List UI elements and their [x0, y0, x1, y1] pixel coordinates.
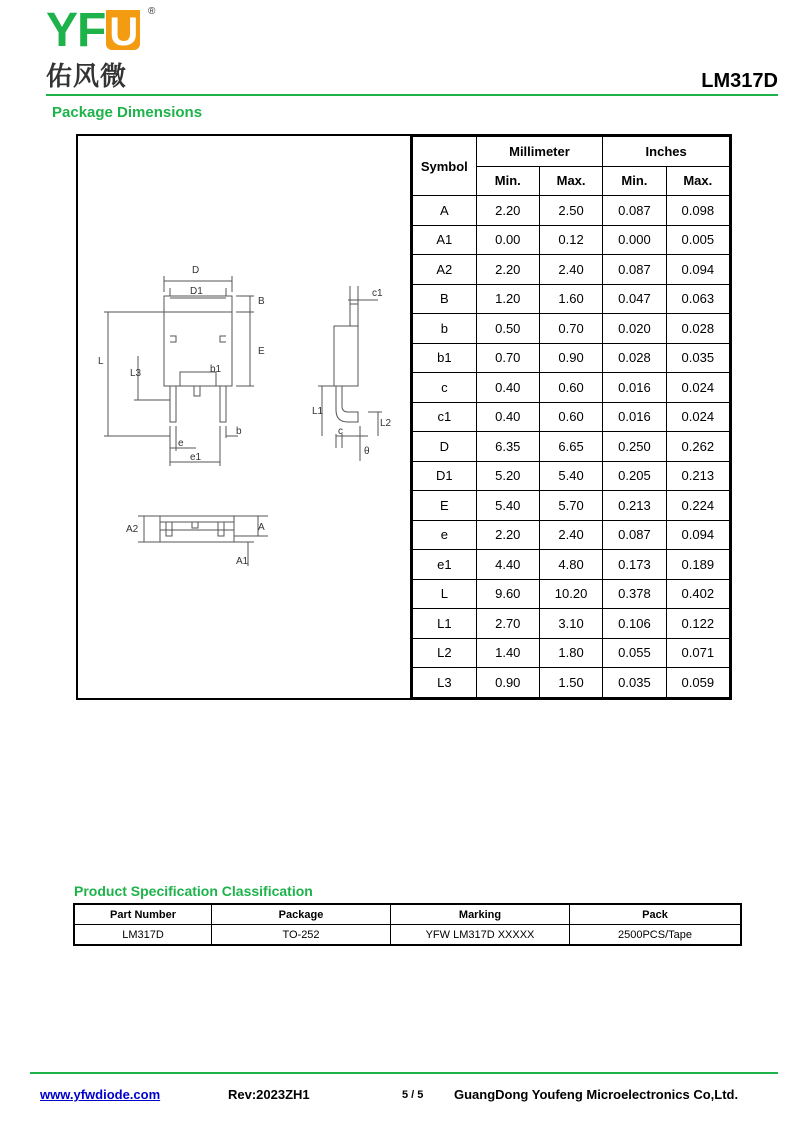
dimension-value: 0.071: [666, 638, 729, 668]
label-c1: c1: [372, 288, 383, 299]
dimension-value: 0.402: [666, 579, 729, 609]
dimension-value: 4.80: [539, 550, 602, 580]
dimension-value: 0.087: [603, 520, 666, 550]
dimension-value: 0.016: [603, 373, 666, 403]
dimension-row: [413, 314, 730, 344]
dimension-value: 0.12: [539, 225, 602, 255]
dimension-value: 0.028: [666, 314, 729, 344]
dimension-value: 0.173: [603, 550, 666, 580]
dimension-value: 0.024: [666, 402, 729, 432]
dimension-value: 1.80: [539, 638, 602, 668]
dimension-value: 2.20: [476, 196, 539, 226]
dimension-value: 0.213: [603, 491, 666, 521]
dimension-value: 0.60: [539, 402, 602, 432]
dimension-value: 0.005: [666, 225, 729, 255]
dimension-value: 2.40: [539, 520, 602, 550]
dimension-row: [413, 432, 730, 462]
dimension-value: 0.098: [666, 196, 729, 226]
dimension-row: [413, 491, 730, 521]
dimension-value: 5.40: [539, 461, 602, 491]
label-l: L: [98, 356, 104, 367]
dimension-value: 0.035: [603, 668, 666, 698]
company-name: GuangDong Youfeng Microelectronics Co,Ltd.: [454, 1087, 739, 1102]
header-mm-min: Min.: [476, 166, 539, 196]
dimension-symbol: e: [413, 520, 477, 550]
package-outline-drawing: [78, 136, 412, 698]
header-inches: Inches: [603, 137, 730, 167]
header-mm-max: Max.: [539, 166, 602, 196]
dimension-row: [413, 461, 730, 491]
dimension-value: 2.40: [539, 255, 602, 285]
registered-mark: ®: [148, 6, 156, 17]
dimension-value: 0.024: [666, 373, 729, 403]
label-a1: A1: [236, 556, 249, 567]
dimension-value: 0.70: [476, 343, 539, 373]
label-a: A: [258, 522, 265, 533]
dimension-value: 5.40: [476, 491, 539, 521]
header-divider: [46, 94, 778, 96]
dimension-value: 0.60: [539, 373, 602, 403]
spec-header-part: Part Number: [74, 904, 212, 925]
dimension-value: 2.20: [476, 255, 539, 285]
dimension-value: 2.70: [476, 609, 539, 639]
dimension-value: 0.055: [603, 638, 666, 668]
spec-header-package: Package: [212, 904, 391, 925]
label-e1: e1: [190, 452, 202, 463]
dimension-value: 5.70: [539, 491, 602, 521]
dimension-value: 2.50: [539, 196, 602, 226]
dimension-row: [413, 255, 730, 285]
header-in-max: Max.: [666, 166, 729, 196]
label-d1: D1: [190, 286, 203, 297]
dimension-value: 0.028: [603, 343, 666, 373]
dimension-value: 1.50: [539, 668, 602, 698]
revision-text: Rev:2023ZH1: [228, 1087, 310, 1102]
dimension-value: 0.016: [603, 402, 666, 432]
dimension-value: 0.50: [476, 314, 539, 344]
website-link[interactable]: www.yfwdiode.com: [40, 1087, 161, 1102]
dimension-value: 0.035: [666, 343, 729, 373]
package-dimensions-box: [76, 134, 732, 700]
dimension-symbol: E: [413, 491, 477, 521]
dimension-value: 1.60: [539, 284, 602, 314]
spec-header-pack: Pack: [570, 904, 742, 925]
dimension-symbol: c1: [413, 402, 477, 432]
logo-chinese-name: 佑风微: [46, 62, 128, 92]
dimension-symbol: L1: [413, 609, 477, 639]
label-b-lower: b: [236, 426, 242, 437]
dimension-symbol: L2: [413, 638, 477, 668]
dimensions-table: [412, 136, 730, 698]
spec-header-marking: Marking: [391, 904, 570, 925]
dimension-value: 0.094: [666, 520, 729, 550]
dimension-value: 0.063: [666, 284, 729, 314]
dimension-symbol: b1: [413, 343, 477, 373]
dimension-value: 0.020: [603, 314, 666, 344]
dimension-row: [413, 638, 730, 668]
dimension-value: 3.10: [539, 609, 602, 639]
dimension-value: 1.40: [476, 638, 539, 668]
dimension-row: [413, 668, 730, 698]
dimension-value: 6.35: [476, 432, 539, 462]
company-logo: YF U: [46, 4, 140, 58]
dimension-value: 0.047: [603, 284, 666, 314]
dimension-value: 10.20: [539, 579, 602, 609]
dimension-row: [413, 284, 730, 314]
dimension-value: 2.20: [476, 520, 539, 550]
label-b1: b1: [210, 364, 222, 375]
spec-pack: 2500PCS/Tape: [570, 925, 742, 946]
dimension-value: 1.20: [476, 284, 539, 314]
dimension-value: 0.106: [603, 609, 666, 639]
dimension-value: 6.65: [539, 432, 602, 462]
dimension-symbol: D: [413, 432, 477, 462]
package-drawing-svg: [78, 136, 410, 698]
dimension-value: 9.60: [476, 579, 539, 609]
dimension-value: 0.00: [476, 225, 539, 255]
spec-package: TO-252: [212, 925, 391, 946]
dimension-value: 0.000: [603, 225, 666, 255]
dimension-value: 0.40: [476, 373, 539, 403]
label-l1: L1: [312, 406, 324, 417]
label-d: D: [192, 265, 200, 276]
label-l2: L2: [380, 418, 392, 429]
dimension-value: 0.90: [539, 343, 602, 373]
dimension-symbol: L: [413, 579, 477, 609]
dimension-symbol: B: [413, 284, 477, 314]
dimension-row: [413, 225, 730, 255]
dimension-symbol: A2: [413, 255, 477, 285]
dimension-row: [413, 402, 730, 432]
label-b-upper: B: [258, 296, 265, 307]
dimension-row: [413, 550, 730, 580]
dimension-value: 5.20: [476, 461, 539, 491]
dimension-value: 0.90: [476, 668, 539, 698]
spec-marking: YFW LM317D XXXXX: [391, 925, 570, 946]
spec-table: [73, 903, 742, 946]
dimension-value: 0.213: [666, 461, 729, 491]
spec-part-number: LM317D: [74, 925, 212, 946]
label-l3: L3: [130, 368, 142, 379]
dimension-symbol: D1: [413, 461, 477, 491]
header-millimeter: Millimeter: [476, 137, 603, 167]
dimension-value: 0.059: [666, 668, 729, 698]
dimension-value: 0.250: [603, 432, 666, 462]
label-e-upper: E: [258, 346, 265, 357]
document-title: LM317D: [701, 70, 778, 92]
dimension-row: [413, 609, 730, 639]
label-c: c: [338, 426, 343, 437]
dimension-row: [413, 520, 730, 550]
label-theta: θ: [364, 446, 370, 457]
header-in-min: Min.: [603, 166, 666, 196]
dimension-value: 0.094: [666, 255, 729, 285]
dimension-value: 0.189: [666, 550, 729, 580]
dimension-row: [413, 196, 730, 226]
page-number: 5 / 5: [402, 1089, 424, 1101]
dimension-value: 0.70: [539, 314, 602, 344]
label-a2: A2: [126, 524, 139, 535]
header-symbol: Symbol: [413, 137, 477, 196]
label-e: e: [178, 438, 184, 449]
dimension-value: 0.262: [666, 432, 729, 462]
dimension-value: 0.224: [666, 491, 729, 521]
dimension-row: [413, 373, 730, 403]
dimension-symbol: c: [413, 373, 477, 403]
dimension-symbol: A1: [413, 225, 477, 255]
dimension-symbol: L3: [413, 668, 477, 698]
footer-divider: [30, 1072, 778, 1074]
dimension-value: 0.40: [476, 402, 539, 432]
dimension-value: 0.122: [666, 609, 729, 639]
dimension-value: 0.378: [603, 579, 666, 609]
dimension-symbol: e1: [413, 550, 477, 580]
dimension-value: 4.40: [476, 550, 539, 580]
spec-section-title: Product Specification Classification: [74, 883, 313, 899]
dimension-symbol: A: [413, 196, 477, 226]
dimension-value: 0.087: [603, 196, 666, 226]
dimension-value: 0.205: [603, 461, 666, 491]
dimension-symbol: b: [413, 314, 477, 344]
dimension-value: 0.087: [603, 255, 666, 285]
dimension-row: [413, 579, 730, 609]
package-dimensions-title: Package Dimensions: [52, 104, 203, 121]
dimension-row: [413, 343, 730, 373]
